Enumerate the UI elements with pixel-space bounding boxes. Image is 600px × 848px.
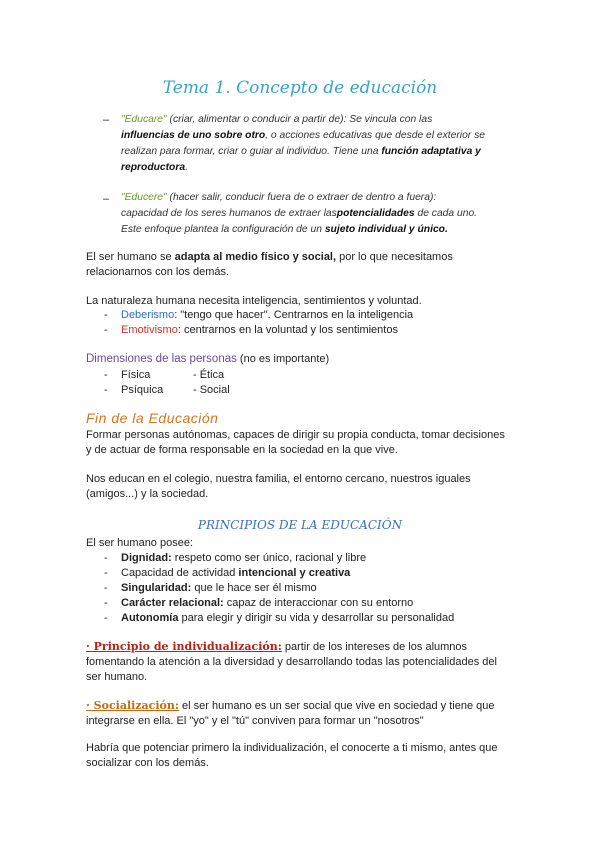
text: capaz de interaccionar con su entorno [223, 597, 414, 609]
educare-bold: influencias de uno sobre otro [121, 130, 266, 141]
educare-bold: reproductora [121, 162, 186, 173]
emotivismo-item [121, 323, 581, 338]
emotivismo-label: Emotivismo [121, 324, 178, 336]
text: para elegir y dirigir su vida y desarrollar su personalidad [178, 612, 455, 624]
bold-text: Singularidad: [121, 582, 192, 594]
text: socializar con los demás. [86, 757, 209, 769]
text: relacionarnos con los demás. [86, 266, 230, 278]
educare-text: realizan para formar, criar o guiar al individuo. Tiene una [121, 146, 382, 157]
deberismo-label: Deberismo [121, 309, 175, 321]
bullet-dash: - [104, 552, 108, 564]
educere-text: capacidad de los seres humanos de extraer las [121, 208, 337, 219]
bullet-dash: - [104, 597, 108, 609]
bullet-dash: - [104, 369, 108, 381]
text: y de actuar de forma responsable en la sociedad en la que vive. [86, 444, 398, 456]
bold-text: intencional y creativa [238, 567, 351, 579]
principios-intro: El ser humano posee: [86, 537, 194, 549]
text: (amigos...) y la sociedad. [86, 488, 209, 500]
text: Capacidad de actividad [121, 567, 239, 579]
educere-bold: potencialidades [336, 208, 415, 219]
fin-paragraph [86, 428, 596, 458]
text: por lo que necesitamos [336, 251, 453, 263]
text: partir de los intereses de los alumnos [281, 641, 468, 653]
bullet-dash: - [104, 612, 108, 624]
educare-text: . [185, 162, 188, 173]
bold-text: Carácter relacional: [121, 597, 224, 609]
principios-heading: PRINCIPIOS DE LA EDUCACIÓN [197, 518, 403, 532]
text: integrarse en ella. El "yo" y el "tú" conviven para formar un "nosotros" [86, 715, 424, 727]
bullet-dash: – [103, 193, 110, 205]
emotivismo-text: : centrarnos en la voluntad y los sentimientos [177, 324, 398, 336]
educere-term: "Educere" [121, 192, 167, 203]
bold-text: Autonomía [121, 612, 179, 624]
deberismo-item [121, 308, 581, 323]
socializacion-paragraph [86, 698, 598, 729]
dim-item: - Social [193, 384, 230, 396]
text: el ser humano es un ser social que vive en sociedad y tiene que [178, 700, 495, 712]
bold-text: adapta al medio físico y social, [174, 251, 337, 263]
adapta-paragraph [86, 250, 586, 280]
principio-item [121, 611, 591, 626]
text: fomentando la atención a la diversidad y desarrollando todas las potencialidades del [86, 656, 497, 668]
educare-term: "Educare" [121, 114, 167, 125]
bullet-dash: - [104, 567, 108, 579]
final-paragraph [86, 741, 598, 771]
page-title: Tema 1. Concepto de educación [162, 78, 438, 98]
socializacion-label: · Socialización: [86, 699, 179, 712]
educere-block [121, 190, 591, 238]
dim-item: - Ética [193, 369, 225, 381]
dimensiones-note: (no es importante) [236, 353, 330, 365]
educare-block [121, 112, 591, 176]
educere-bold: sujeto individual y único. [324, 224, 448, 235]
dimensiones-heading [86, 352, 586, 367]
text: Nos educan en el colegio, nuestra familia, el entorno cercano, nuestros iguales [86, 473, 471, 485]
bullet-dash: - [104, 324, 108, 336]
naturaleza-text: La naturaleza humana necesita inteligencia, sentimientos y voluntad. [86, 295, 422, 307]
educare-text: (criar, alimentar o conducir a partir de): Se vincula con las [166, 114, 433, 125]
deberismo-text: : "tengo que hacer". Centrarnos en la inteligencia [174, 309, 414, 321]
text: El ser humano se [86, 251, 175, 263]
text: Habría que potenciar primero la individualización, el conocerte a ti mismo, antes que [86, 742, 498, 754]
principio-item [121, 596, 581, 611]
educere-text: de cada uno. [414, 208, 478, 219]
fin-heading: Fin de la Educación [86, 410, 219, 426]
bullet-dash: - [104, 384, 108, 396]
educere-text: (hacer salir, conducir fuera de o extraer de dentro a fuera): [166, 192, 437, 203]
principio-item [121, 581, 581, 596]
individualizacion-paragraph [86, 639, 598, 685]
text: respeto como ser único, racional y libre [171, 552, 367, 564]
bullet-dash: - [104, 309, 108, 321]
individualizacion-label: · Principio de individualización: [86, 640, 282, 653]
bullet-dash: – [103, 114, 110, 126]
educare-text: , o acciones educativas que desde el exterior se [265, 130, 485, 141]
dim-item: Física [121, 369, 151, 381]
dimensiones-label: Dimensiones de las personas [86, 353, 237, 365]
principio-item [121, 551, 581, 566]
text: ser humano. [86, 671, 148, 683]
educere-text: Este enfoque plantea la configuración de un [121, 224, 325, 235]
educan-paragraph [86, 472, 596, 502]
educare-bold: función adaptativa y [381, 146, 481, 157]
principio-item [121, 566, 581, 581]
bold-text: Dignidad: [121, 552, 172, 564]
bullet-dash: - [104, 582, 108, 594]
dim-item: Psíquica [121, 384, 164, 396]
text: Formar personas autónomas, capaces de dirigir su propia conducta, tomar decisiones [86, 429, 505, 441]
text: que le hace ser él mismo [191, 582, 317, 594]
